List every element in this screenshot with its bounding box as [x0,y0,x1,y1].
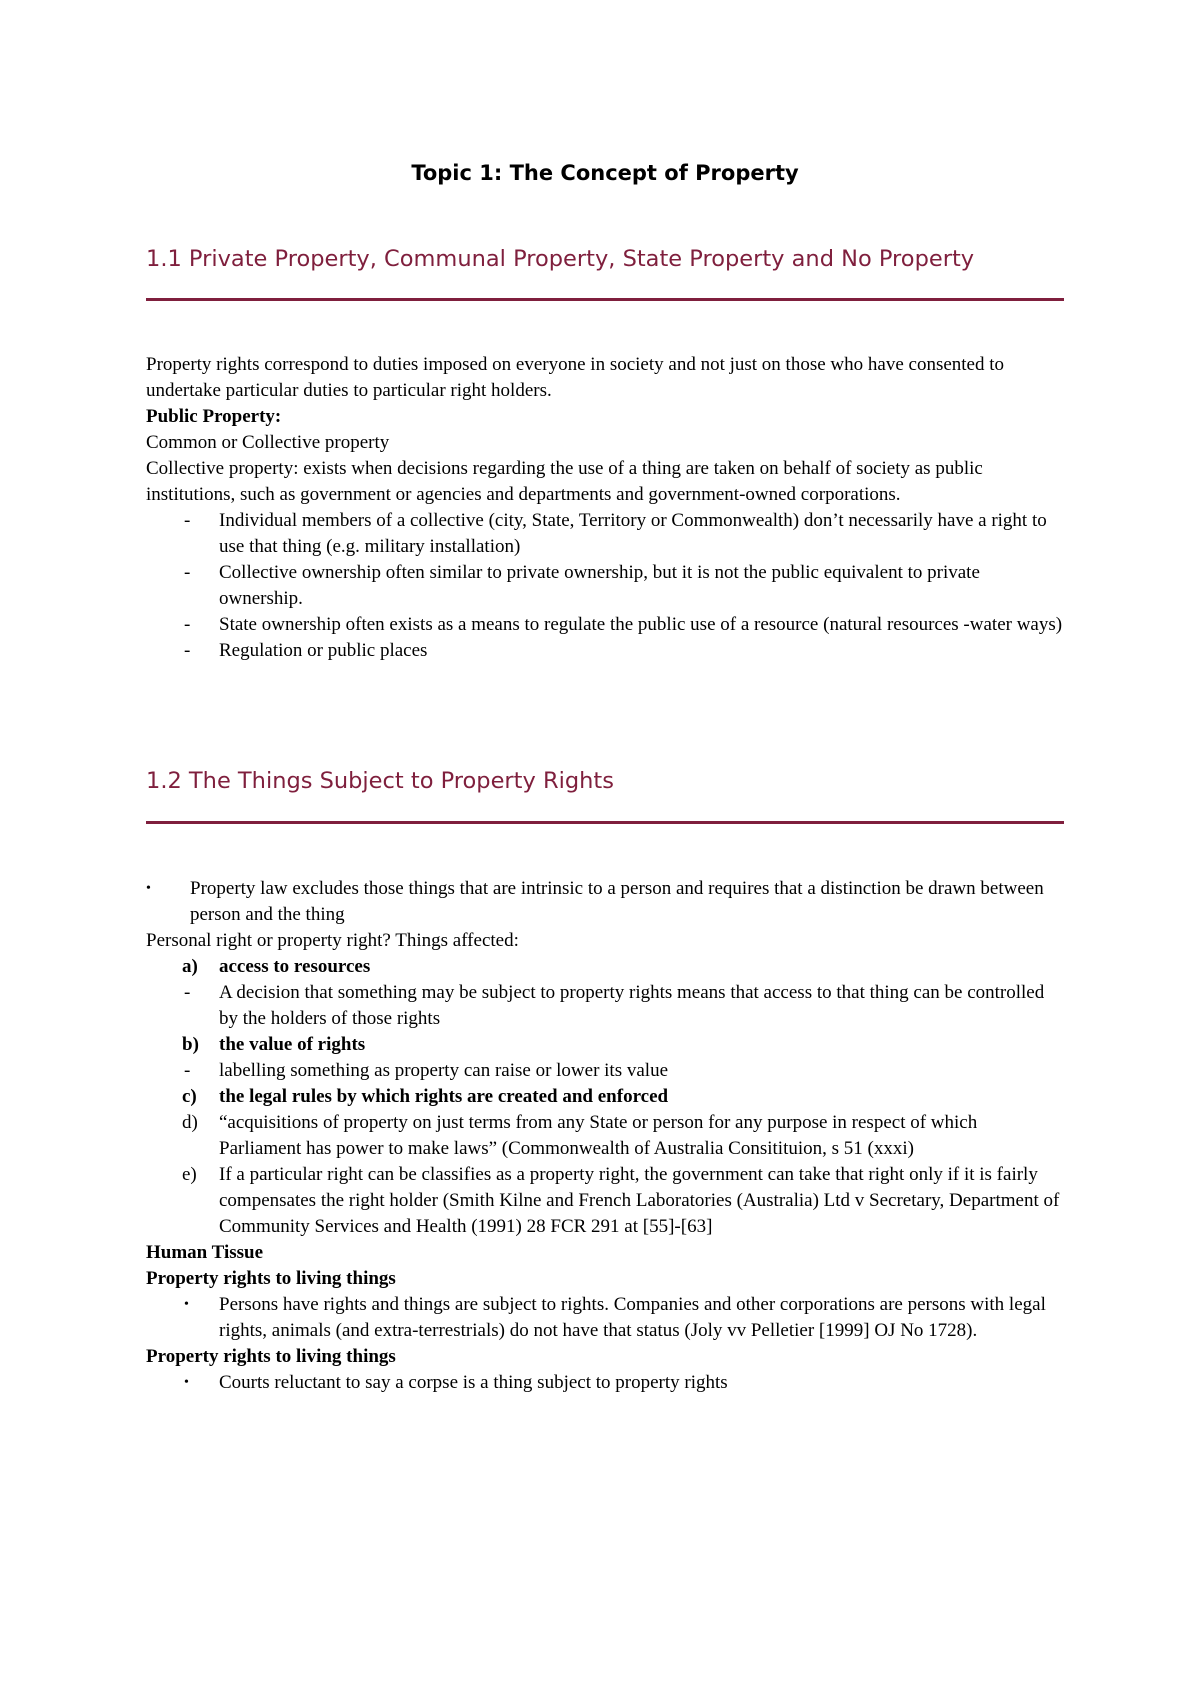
item-marker: a) [182,956,198,977]
lettered-item-c [146,1084,1064,1110]
dash-marker: - [184,510,191,531]
list-item [146,1058,1064,1084]
list-item [146,980,1064,1032]
item-text: the value of rights [219,1034,366,1055]
list-item-text: Individual members of a collective (city, State, Territory or Commonwealth) don’t necessarily have a right to use that thing (e.g. military installation) [219,510,1047,557]
list-item-text: Courts reluctant to say a corpse is a thing subject to property rights [219,1372,728,1393]
list-item-text: Persons have rights and things are subject to rights. Companies and other corporations are persons with legal rights, animals (and extra-terrestrials) do not have that status (Joly vv Pelletier [1999] OJ No 1728). [219,1294,1046,1341]
list-item-text: State ownership often exists as a means to regulate the public use of a resource (natural resources -water ways) [219,614,1063,635]
common-collective-line: Common or Collective property [146,432,390,453]
sub-list-b [146,1058,1064,1084]
list-item [146,612,1064,638]
lettered-item-a [146,954,1064,980]
section-1-1-body [146,352,1064,664]
document-title: Topic 1: The Concept of Property [411,161,799,185]
section-divider-1-2 [146,821,1064,824]
list-item-text: Property law excludes those things that are intrinsic to a person and requires that a distinction be drawn between person and the thing [190,878,1044,925]
living-things-list [146,1292,1064,1344]
item-text: “acquisitions of property on just terms from any State or person for any purpose in respect of which Parliament has power to make laws” (Commonwealth of Australia Consitituion, s 51 (xxxi) [219,1112,978,1159]
living-things-heading: Property rights to living things [146,1268,396,1289]
dash-marker: - [184,614,191,635]
item-marker: c) [182,1086,197,1107]
item-text: access to resources [219,956,371,977]
dash-marker: - [184,982,191,1003]
list-item-text: A decision that something may be subject to property rights means that access to that thing can be controlled by the holders of those rights [219,982,1045,1029]
intrinsic-bullet-list [146,876,1064,928]
list-item-text: Collective ownership often similar to private ownership, but it is not the public equivalent to private ownership. [219,562,980,609]
list-item-text: labelling something as property can raise or lower its value [219,1060,669,1081]
item-marker: d) [182,1112,198,1133]
human-tissue-heading: Human Tissue [146,1242,264,1263]
section-heading-1-2: 1.2 The Things Subject to Property Rights [146,768,614,794]
item-text: If a particular right can be classifies as a property right, the government can take that right only if it is fairly compensates the right holder (Smith Kilne and French Laboratories (Australia) Ltd v Secretary, Department of Community Services and Health (1991) 28 FCR 291 at [55]-[63] [219,1164,1060,1237]
personal-right-line: Personal right or property right? Things affected: [146,930,519,951]
section-heading-1-1: 1.1 Private Property, Communal Property, State Property and No Property [146,246,975,272]
list-item [146,1370,1064,1396]
intro-paragraph: Property rights correspond to duties imposed on everyone in society and not just on those who have consented to undertake particular duties to particular right holders. [146,354,1005,401]
lettered-item-b [146,1032,1064,1058]
sub-list-a [146,980,1064,1032]
list-item [146,638,1064,664]
dash-marker: - [184,562,191,583]
lettered-item-e [146,1162,1064,1240]
living-things-heading-2: Property rights to living things [146,1346,396,1367]
dash-marker: - [184,1060,191,1081]
bullet-marker: • [146,881,151,896]
list-item-text: Regulation or public places [219,640,428,661]
public-property-label: Public Property: [146,406,282,427]
collective-bullet-list [146,508,1064,664]
item-marker: e) [182,1164,197,1185]
section-1-2-body [146,876,1064,1396]
list-item [146,1292,1064,1344]
corpse-list [146,1370,1064,1396]
item-text: the legal rules by which rights are created and enforced [219,1086,669,1107]
bullet-marker: • [184,1297,189,1312]
list-item [146,560,1064,612]
dash-marker: - [184,640,191,661]
list-item [146,508,1064,560]
list-item [146,876,1064,928]
item-marker: b) [182,1034,199,1055]
collective-definition: Collective property: exists when decisions regarding the use of a thing are taken on behalf of society as public institutions, such as government or agencies and departments and government-owned corporations. [146,458,983,505]
lettered-item-d [146,1110,1064,1162]
section-divider-1-1 [146,298,1064,301]
bullet-marker: • [184,1375,189,1390]
